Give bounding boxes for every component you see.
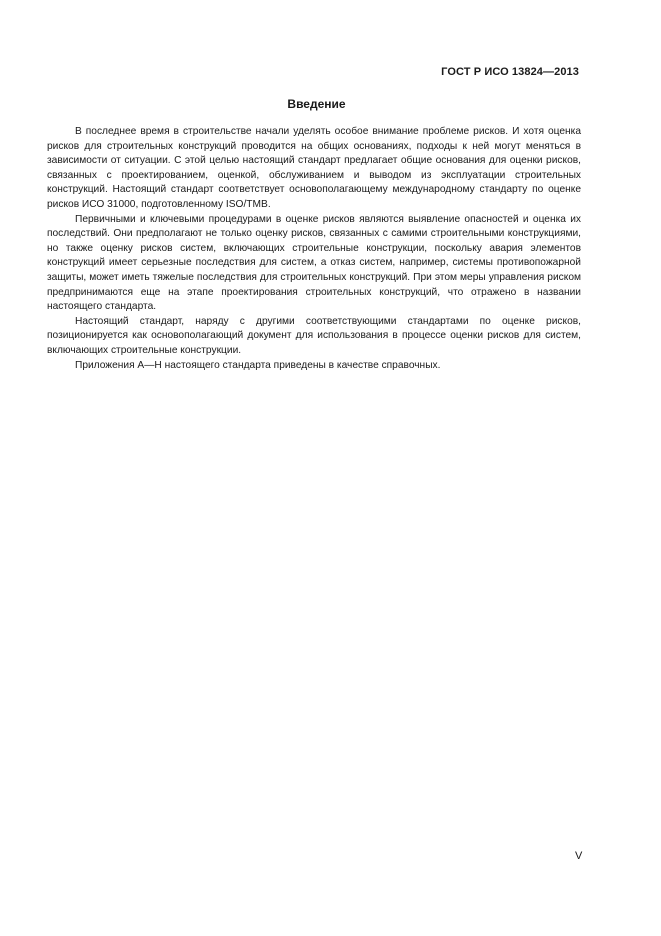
page-number: V [575,850,583,862]
paragraph: Первичными и ключевыми процедурами в оценке рисков являются выявление опасностей и оценка их последствий. Они предполагают не только оценку рисков, связанных с самими строительными конструкциями, но также оценку рисков систем, включающих строительные конструкции, поскольку авария элементов конструкций имеет серьезные последствия для систем, а отказ систем, например, системы противопожарной защиты, может иметь тяжелые последствия для строительных конструкций. При этом меры управления риском предпринимаются еще на этапе проектирования строительных конструкций, что отражено в названии настоящего стандарта. [47,213,581,313]
document-code-header: ГОСТ Р ИСО 13824—2013 [441,66,579,78]
section-title: Введение [287,97,346,111]
paragraph: Настоящий стандарт, наряду с другими соответствующими стандартами по оценке рисков, позиционируется как основополагающий документ для использования в процессе оценки рисков для систем, включающих строительные конструкции. [47,315,581,356]
paragraph: Приложения А—Н настоящего стандарта приведены в качестве справочных. [75,359,441,371]
paragraph: В последнее время в строительстве начали уделять особое внимание проблеме рисков. И хотя оценка рисков для строительных конструкций проводится на общих основаниях, подходы к ней могут меняться в зависимости от ситуации. С этой целью настоящий стандарт предлагает общие основания для оценки рисков, связанных с проектированием, оценкой, обслуживанием и выводом из эксплуатации строительных конструкций. Настоящий стандарт соответствует основополагающему международному стандарту по оценке рисков ИСО 31000, подготовленному ISO/TMB. [47,126,581,210]
body-text [47,125,581,373]
